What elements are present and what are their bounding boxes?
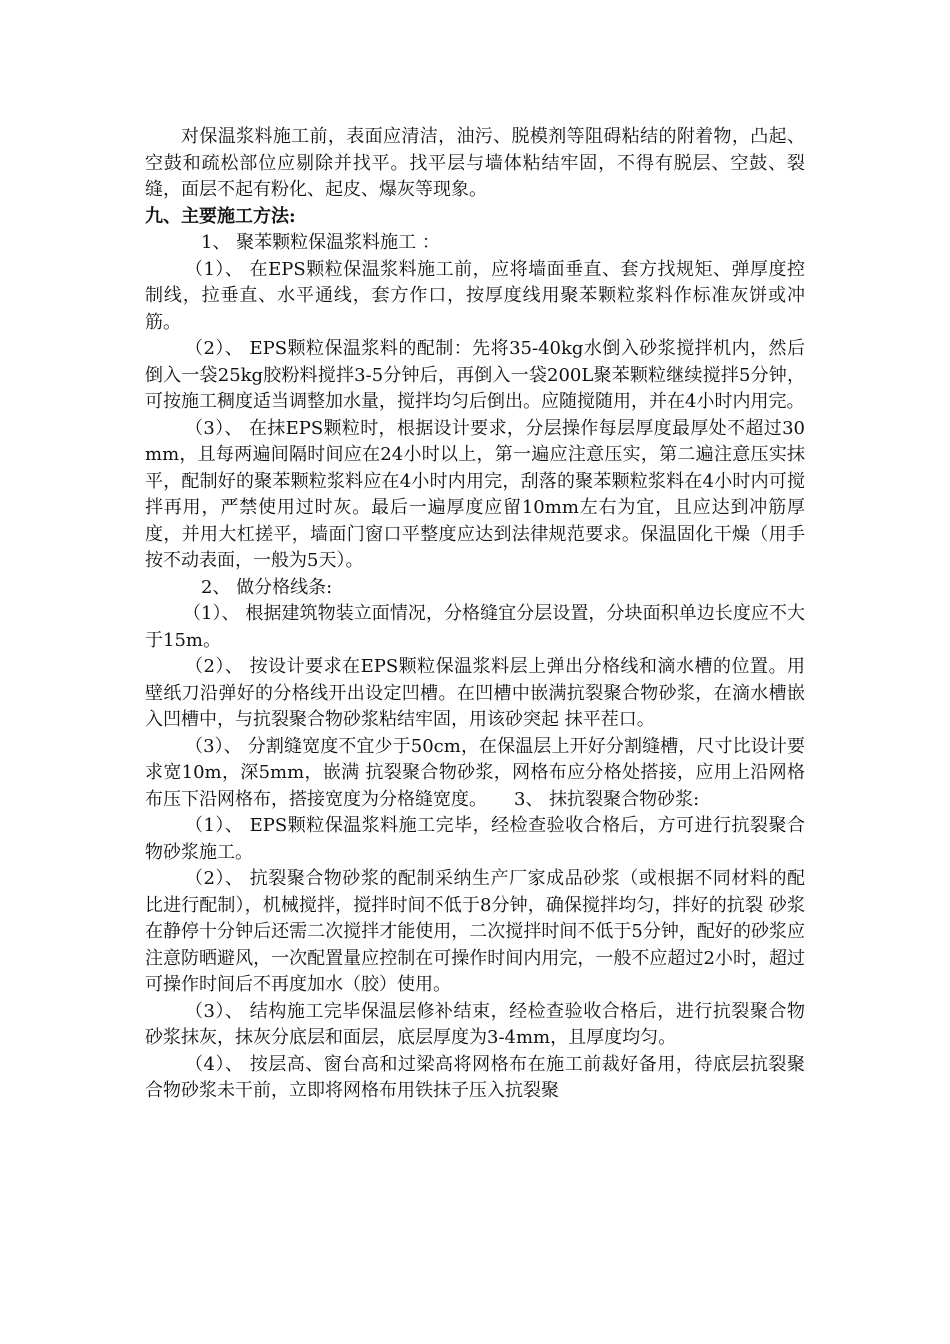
item-2-1-paragraph: （1）、 根据建筑物装立面情况，分格缝宜分层设置，分块面积单边长度应不大于15m。 [145, 603, 805, 651]
section-heading: 九、主要施工方法: [145, 205, 296, 227]
item-3-2-paragraph: （2）、 抗裂聚合物砂浆的配制采纳生产厂家成品砂浆（或根据不同材料的配比进行配制），机械搅拌，搅拌时间不低于8分钟，确保搅拌均匀，拌好的抗裂 砂浆在静停十分钟后还需二次搅拌才能使用，二次搅拌时间不低于5分钟，配好的砂浆应注意防晒避风，一次配置量应控制在可操作时间内用完，一般不应超过2小时，超过可操作时间后不再度加水（胶）使用。 [145, 868, 805, 995]
item-3-4-paragraph: （4）、 按层高、窗台高和过梁高将网格布在施工前裁好备用，待底层抗裂聚合物砂浆未干前，立即将网格布用铁抹子压入抗裂聚 [145, 1053, 805, 1101]
item-1-3-paragraph: （3）、 在抹EPS颗粒时，根据设计要求，分层操作每层厚度最厚处不超过30mm，且每两遍间隔时间应在24小时以上，第一遍应注意压实，第二遍注意压实抹平，配制好的聚苯颗粒浆料应在4小时内用完，刮落的聚苯颗粒浆料在4小时内可搅拌再用，严禁使用过时灰。最后一遍厚度应留10mm左右为宜，且应达到冲筋厚度，并用大杠搓平，墙面门窗口平整度应达到法律规范要求。保温固化干燥（用手按不动表面，一般为5天）。 [145, 417, 805, 571]
item-2-3-paragraph: （3）、 分割缝宽度不宜少于50cm，在保温层上开好分割缝槽，尺寸比设计要求宽10m，深5mm，嵌满 抗裂聚合物砂浆，网格布应分格处搭接，应用上沿网格布压下沿网格布，搭接宽度为分格缝宽度。 3、 抹抗裂聚合物砂浆: [145, 735, 805, 810]
item-2-2-paragraph: （2）、 按设计要求在EPS颗粒保温浆料层上弹出分格线和滴水槽的位置。用壁纸刀沿弹好的分格线开出设定凹槽。在凹槽中嵌满抗裂聚合物砂浆，在滴水槽嵌入凹槽中，与抗裂聚合物砂浆粘结牢固，用该砂突起 抹平茬口。 [145, 656, 805, 730]
intro-paragraph: 对保温浆料施工前，表面应清洁，油污、脱模剂等阻碍粘结的附着物，凸起、空鼓和疏松部位应剔除并找平。找平层与墙体粘结牢固，不得有脱层、空鼓、裂缝，面层不起有粉化、起皮、爆灰等现象。 [145, 126, 805, 200]
item-1-2-paragraph: （2）、 EPS颗粒保温浆料的配制：先将35-40kg水倒入砂浆搅拌机内，然后倒入一袋25kg胶粉料搅拌3-5分钟后，再倒入一袋200L聚苯颗粒继续搅拌5分钟，可按施工稠度适当调整加水量，搅拌均匀后倒出。应随搅随用，并在4小时内用完。 [145, 338, 805, 412]
item-3-3-paragraph: （3）、 结构施工完毕保温层修补结束，经检查验收合格后，进行抗裂聚合物砂浆抹灰，抹灰分底层和面层，底层厚度为3-4mm，且厚度均匀。 [145, 1000, 805, 1048]
document-body [145, 124, 805, 1105]
subsection-1-heading: 1、 聚苯颗粒保温浆料施工 ： [201, 232, 440, 253]
item-1-1-paragraph: （1）、 在EPS颗粒保温浆料施工前，应将墙面垂直、套方找规矩、弹厚度控制线，拉垂直、水平通线，套方作口，按厚度线用聚苯颗粒浆料作标准灰饼或冲筋。 [145, 258, 805, 333]
item-3-1-paragraph: （1）、 EPS颗粒保温浆料施工完毕，经检查验收合格后，方可进行抗裂聚合物砂浆施工。 [145, 815, 805, 863]
subsection-2-heading: 2、 做分格线条: [201, 576, 333, 598]
